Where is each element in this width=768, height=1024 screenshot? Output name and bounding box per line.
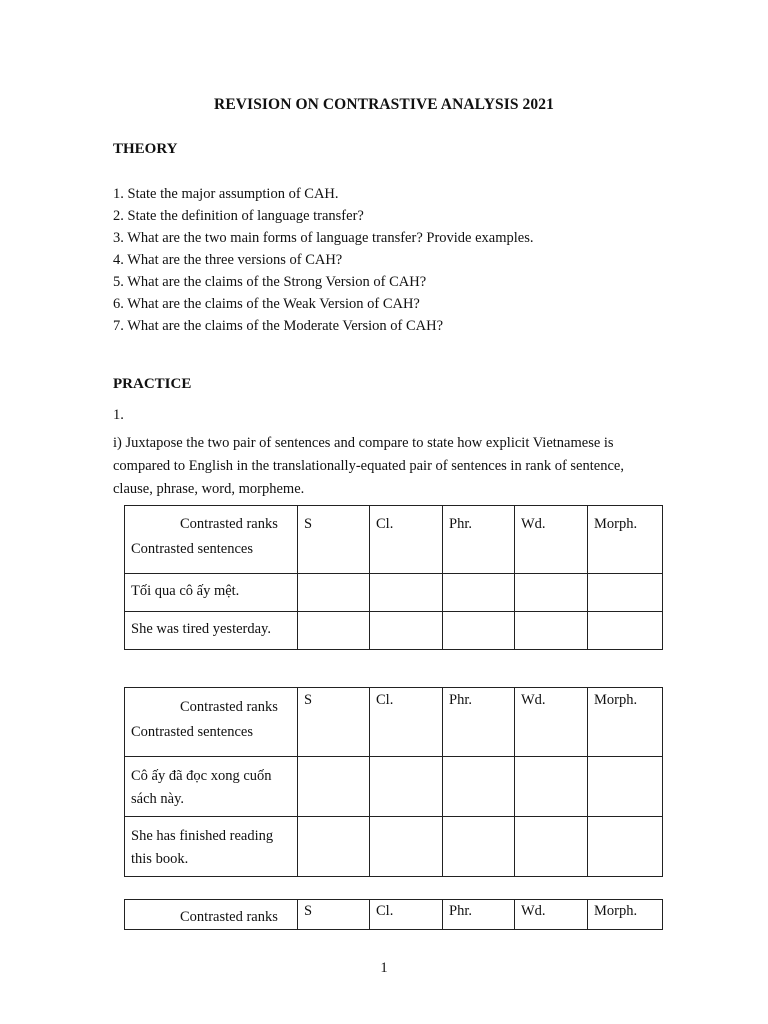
- answer-cell[interactable]: [370, 817, 443, 877]
- header-label-cell: [125, 688, 298, 757]
- col-header-word: Wd.: [515, 688, 588, 757]
- theory-heading: THEORY: [113, 141, 178, 157]
- contrasted-ranks-label: Contrasted ranks: [180, 699, 278, 715]
- answer-cell[interactable]: [515, 757, 588, 817]
- sentence-cell: Cô ấy đã đọc xong cuốn sách này.: [125, 757, 298, 817]
- table-row: [125, 574, 663, 612]
- header-label-cell: [125, 506, 298, 574]
- answer-cell[interactable]: [588, 612, 663, 650]
- sentence-cell: Tối qua cô ấy mệt.: [125, 574, 298, 612]
- col-header-clause: Cl.: [370, 900, 443, 930]
- table-row: [125, 817, 663, 877]
- theory-question-5: 5. What are the claims of the Strong Version of CAH?: [113, 274, 427, 290]
- answer-cell[interactable]: [298, 574, 370, 612]
- header-label-cell: [125, 900, 298, 930]
- header-row: [125, 688, 663, 757]
- answer-cell[interactable]: [370, 574, 443, 612]
- col-header-morpheme: Morph.: [588, 506, 663, 574]
- answer-cell[interactable]: [515, 817, 588, 877]
- contrasted-sentences-label: Contrasted sentences: [131, 541, 254, 557]
- col-header-phrase: Phr.: [443, 688, 515, 757]
- answer-cell[interactable]: [443, 612, 515, 650]
- answer-cell[interactable]: [443, 817, 515, 877]
- col-header-sentence: S: [298, 900, 370, 930]
- sentence-cell: She was tired yesterday.: [125, 612, 298, 650]
- page-number: 1: [380, 960, 388, 976]
- col-header-phrase: Phr.: [443, 506, 515, 574]
- theory-question-2: 2. State the definition of language transfer?: [113, 208, 364, 224]
- col-header-morpheme: Morph.: [588, 900, 663, 930]
- answer-cell[interactable]: [443, 574, 515, 612]
- sentence-cell: She has finished reading this book.: [125, 817, 298, 877]
- theory-question-1: 1. State the major assumption of CAH.: [113, 186, 339, 202]
- table-row: [125, 757, 663, 817]
- col-header-clause: Cl.: [370, 688, 443, 757]
- contrasted-ranks-label: Contrasted ranks: [180, 909, 278, 925]
- header-row: [125, 506, 663, 574]
- answer-cell[interactable]: [443, 757, 515, 817]
- answer-cell[interactable]: [588, 757, 663, 817]
- answer-cell[interactable]: [370, 757, 443, 817]
- col-header-morpheme: Morph.: [588, 688, 663, 757]
- col-header-sentence: S: [298, 688, 370, 757]
- col-header-sentence: S: [298, 506, 370, 574]
- answer-cell[interactable]: [515, 612, 588, 650]
- answer-cell[interactable]: [298, 817, 370, 877]
- theory-question-7: 7. What are the claims of the Moderate Version of CAH?: [113, 318, 444, 334]
- practice-instruction: i) Juxtapose the two pair of sentences and compare to state how explicit Vietnamese is compared to English in the translationally-equated pair of sentences in rank of sentence, clause, phrase, word, morpheme.: [113, 435, 624, 497]
- col-header-phrase: Phr.: [443, 900, 515, 930]
- col-header-word: Wd.: [515, 506, 588, 574]
- answer-cell[interactable]: [588, 574, 663, 612]
- practice-item-number: 1.: [113, 407, 124, 423]
- header-row: [125, 900, 663, 930]
- theory-question-4: 4. What are the three versions of CAH?: [113, 252, 343, 268]
- theory-question-3: 3. What are the two main forms of language transfer? Provide examples.: [113, 230, 534, 246]
- table-row: [125, 612, 663, 650]
- answer-cell[interactable]: [515, 574, 588, 612]
- contrast-table-2: [124, 687, 663, 877]
- answer-cell[interactable]: [298, 612, 370, 650]
- practice-heading: PRACTICE: [113, 376, 192, 392]
- theory-question-6: 6. What are the claims of the Weak Version of CAH?: [113, 296, 420, 312]
- document-title: REVISION ON CONTRASTIVE ANALYSIS 2021: [214, 96, 554, 113]
- col-header-clause: Cl.: [370, 506, 443, 574]
- col-header-word: Wd.: [515, 900, 588, 930]
- contrast-table-1: [124, 505, 663, 650]
- answer-cell[interactable]: [588, 817, 663, 877]
- contrasted-ranks-label: Contrasted ranks: [180, 516, 278, 532]
- answer-cell[interactable]: [298, 757, 370, 817]
- answer-cell[interactable]: [370, 612, 443, 650]
- contrasted-sentences-label: Contrasted sentences: [131, 724, 254, 740]
- contrast-table-3: [124, 899, 663, 930]
